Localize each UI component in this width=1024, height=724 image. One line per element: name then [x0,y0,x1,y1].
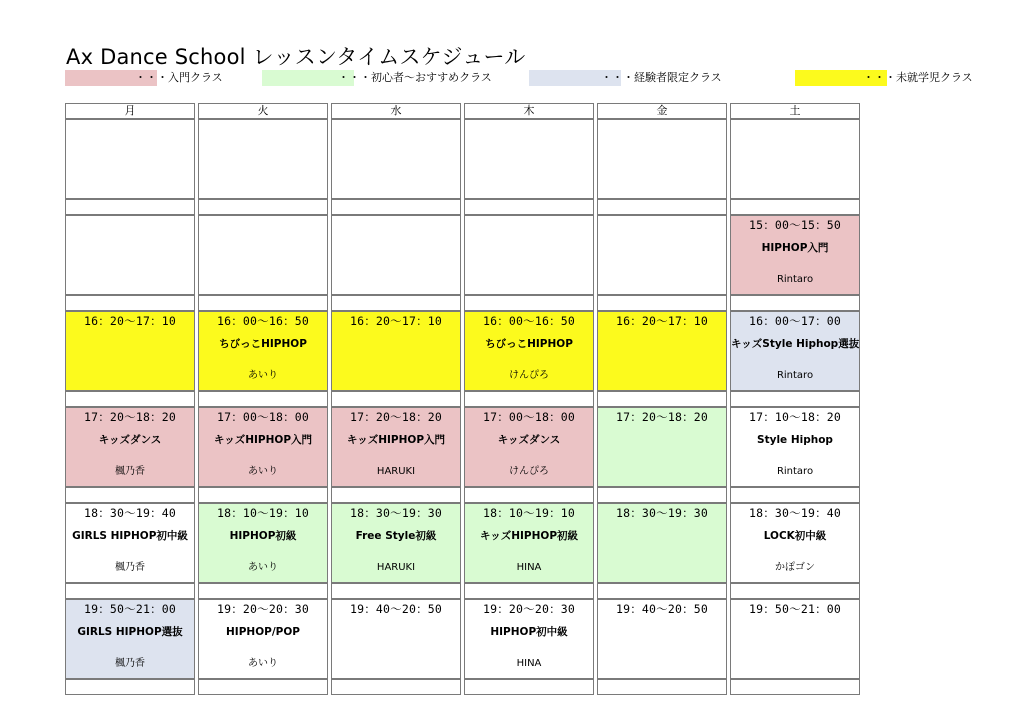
lesson-name: HIPHOP初級 [229,530,297,542]
lesson-cell [464,503,594,583]
row-spacer [198,295,328,311]
empty-block [464,119,594,199]
empty-cell [464,215,594,295]
lesson-cell [331,407,461,487]
lesson-cell [331,599,461,679]
lesson-time: 17：20〜18：20 [615,410,709,424]
lesson-time: 16：20〜17：10 [615,314,709,328]
lesson-cell [198,599,328,679]
lesson-name: ちびっこHIPHOP [485,338,573,350]
lesson-time: 16：20〜17：10 [349,314,443,328]
row-spacer [65,679,195,695]
lesson-time: 19：40〜20：50 [349,602,443,616]
lesson-teacher: かぽゴン [775,562,815,573]
lesson-teacher: あいり [248,466,278,477]
lesson-teacher: あいり [248,562,278,573]
lesson-teacher: Rintaro [776,274,814,285]
lesson-name: キッズダンス [98,434,162,446]
row-spacer [597,487,727,503]
lesson-time: 18：30〜19：40 [748,506,842,520]
row-spacer [198,679,328,695]
lesson-name: Free Style初級 [355,530,437,542]
row-spacer [597,391,727,407]
lesson-cell [464,407,594,487]
row-spacer [65,391,195,407]
day-header: 金 [597,103,727,119]
row-spacer [65,583,195,599]
lesson-cell [65,311,195,391]
row-spacer [331,199,461,215]
lesson-time: 19：40〜20：50 [615,602,709,616]
lesson-teacher: Rintaro [776,466,814,477]
lesson-name: HIPHOP初中級 [490,626,568,638]
row-spacer [65,295,195,311]
lesson-time: 19：50〜21：00 [83,602,177,616]
row-spacer [464,583,594,599]
lesson-cell [65,503,195,583]
lesson-cell [331,503,461,583]
lesson-name: キッズStyle Hiphop選抜 [731,338,860,350]
lesson-time: 18：10〜19：10 [482,506,576,520]
lesson-time: 17：00〜18：00 [482,410,576,424]
row-spacer [464,295,594,311]
row-spacer [464,487,594,503]
lesson-cell [65,599,195,679]
legend-label: ・・・未就学児クラス [863,71,973,84]
day-header: 水 [331,103,461,119]
lesson-time: 18：30〜19：30 [615,506,709,520]
empty-block [198,119,328,199]
lesson-cell [730,215,860,295]
lesson-time: 18：30〜19：40 [83,506,177,520]
row-spacer [464,391,594,407]
page-title: Ax Dance School レッスンタイムスケジュール [66,45,526,69]
lesson-cell [730,311,860,391]
row-spacer [331,487,461,503]
lesson-time: 17：20〜18：20 [83,410,177,424]
lesson-teacher: 楓乃香 [115,658,145,669]
row-spacer [198,391,328,407]
row-spacer [331,295,461,311]
legend-label: ・・・経験者限定クラス [601,71,722,84]
lesson-name: キッズダンス [497,434,561,446]
lesson-teacher: HINA [516,658,542,669]
lesson-teacher: Rintaro [776,370,814,381]
row-spacer [730,583,860,599]
row-spacer [730,391,860,407]
lesson-name: キッズHIPHOP入門 [213,434,313,446]
lesson-time: 17：10〜18：20 [748,410,842,424]
empty-cell [65,215,195,295]
row-spacer [597,583,727,599]
lesson-name: HIPHOP/POP [226,626,300,638]
lesson-name: LOCK初中級 [763,530,827,542]
lesson-time: 18：30〜19：30 [349,506,443,520]
lesson-teacher: HARUKI [376,562,416,573]
lesson-time: 18：10〜19：10 [216,506,310,520]
row-spacer [65,199,195,215]
empty-block [597,119,727,199]
row-spacer [198,487,328,503]
lesson-name: GIRLS HIPHOP選抜 [77,626,183,638]
row-spacer [198,583,328,599]
empty-cell [198,215,328,295]
day-header: 月 [65,103,195,119]
lesson-teacher: 楓乃香 [115,466,145,477]
lesson-cell [597,503,727,583]
empty-block [730,119,860,199]
lesson-teacher: あいり [248,658,278,669]
empty-block [331,119,461,199]
row-spacer [730,487,860,503]
lesson-name: HIPHOP入門 [761,242,829,254]
lesson-time: 16：00〜16：50 [216,314,310,328]
lesson-teacher: HARUKI [376,466,416,477]
row-spacer [464,679,594,695]
lesson-name: GIRLS HIPHOP初中級 [72,530,188,542]
lesson-time: 19：50〜21：00 [748,602,842,616]
lesson-teacher: あいり [248,370,278,381]
day-header: 木 [464,103,594,119]
lesson-time: 17：00〜18：00 [216,410,310,424]
lesson-cell [198,503,328,583]
row-spacer [65,487,195,503]
legend-label: ・・・初心者〜おすすめクラス [338,71,492,84]
row-spacer [730,679,860,695]
empty-cell [597,215,727,295]
legend-label: ・・・入門クラス [135,71,223,84]
lesson-time: 16：20〜17：10 [83,314,177,328]
lesson-cell [730,407,860,487]
empty-block [65,119,195,199]
row-spacer [597,199,727,215]
lesson-cell [198,311,328,391]
lesson-cell [730,599,860,679]
row-spacer [730,295,860,311]
lesson-cell [464,599,594,679]
row-spacer [198,199,328,215]
day-header: 土 [730,103,860,119]
row-spacer [331,679,461,695]
lesson-teacher: けんぴろ [509,370,549,381]
lesson-cell [730,503,860,583]
lesson-cell [597,599,727,679]
lesson-time: 19：20〜20：30 [482,602,576,616]
lesson-cell [198,407,328,487]
lesson-name: Style Hiphop [757,434,833,446]
lesson-name: キッズHIPHOP初級 [479,530,579,542]
empty-cell [331,215,461,295]
lesson-cell [331,311,461,391]
lesson-time: 16：00〜17：00 [748,314,842,328]
lesson-name: キッズHIPHOP入門 [346,434,446,446]
day-header: 火 [198,103,328,119]
row-spacer [597,679,727,695]
row-spacer [331,583,461,599]
lesson-cell [597,407,727,487]
lesson-cell [65,407,195,487]
lesson-cell [464,311,594,391]
row-spacer [597,295,727,311]
row-spacer [730,199,860,215]
lesson-teacher: けんぴろ [509,466,549,477]
lesson-time: 16：00〜16：50 [482,314,576,328]
lesson-time: 17：20〜18：20 [349,410,443,424]
lesson-name: ちびっこHIPHOP [219,338,307,350]
lesson-teacher: HINA [516,562,542,573]
lesson-teacher: 楓乃香 [115,562,145,573]
row-spacer [331,391,461,407]
row-spacer [464,199,594,215]
lesson-cell [597,311,727,391]
lesson-time: 15：00〜15：50 [748,218,842,232]
lesson-time: 19：20〜20：30 [216,602,310,616]
